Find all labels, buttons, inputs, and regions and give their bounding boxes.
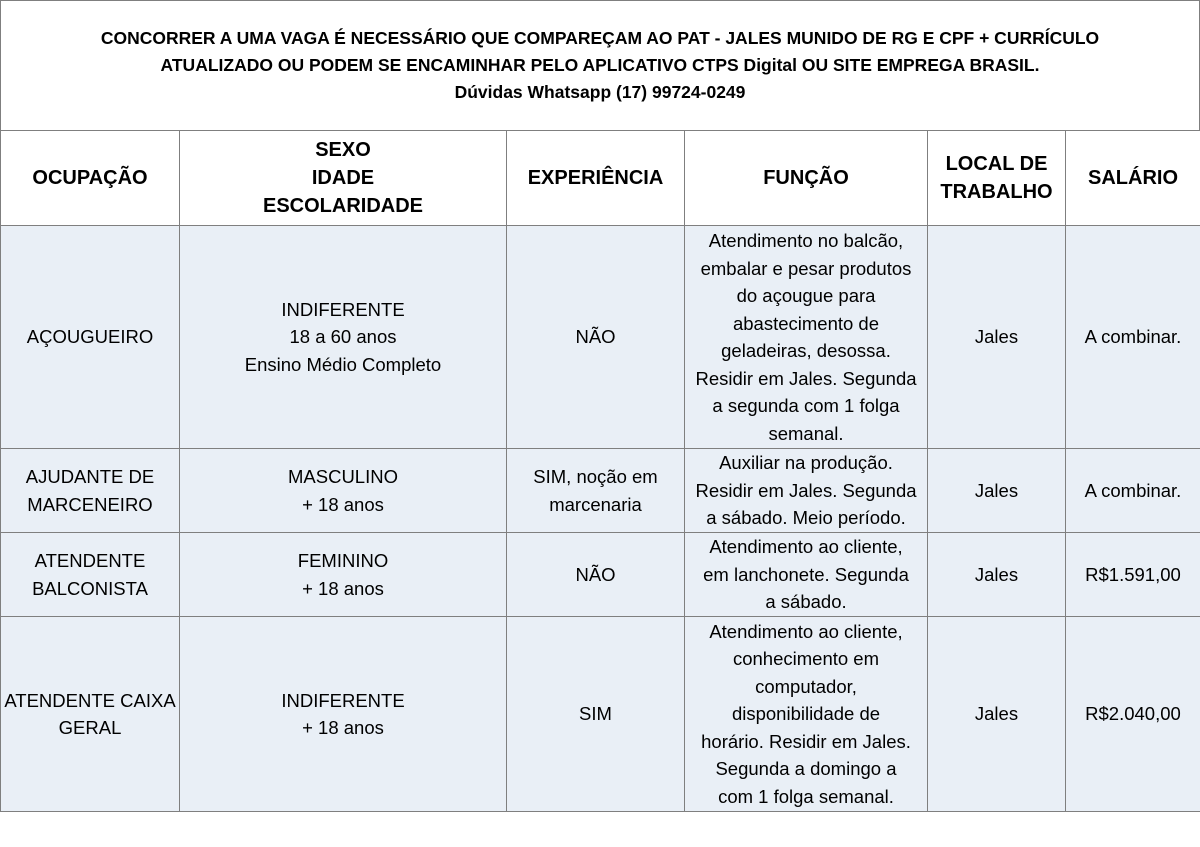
cell-funcao-line: disponibilidade de: [731, 703, 881, 725]
header-experiencia: EXPERIÊNCIA: [507, 131, 685, 226]
notice-line-2: ATUALIZADO OU PODEM SE ENCAMINHAR PELO APLICATIVO CTPS Digital OU SITE EMPREGA BRASIL.: [160, 55, 1040, 75]
table-row: [1, 533, 1200, 617]
cell-perfil-line: + 18 anos: [302, 577, 384, 599]
cell-funcao-line: abastecimento de: [732, 312, 880, 334]
cell-funcao-line: computador,: [755, 675, 857, 697]
cell-perfil-line: Ensino Médio Completo: [244, 353, 442, 375]
cell-experiencia-line: NÃO: [575, 563, 616, 585]
header-funcao: FUNÇÃO: [685, 131, 928, 226]
cell-salario: A combinar.: [1066, 449, 1200, 533]
cell-ocupacao-line: MARCENEIRO: [27, 493, 153, 515]
table-row: [1, 449, 1200, 533]
cell-funcao-line: horário. Residir em Jales.: [701, 730, 911, 752]
cell-funcao-line: Atendimento no balcão,: [708, 230, 904, 251]
cell-perfil-line: INDIFERENTE: [281, 689, 405, 711]
cell-perfil-line: + 18 anos: [302, 493, 384, 515]
cell-perfil: [180, 449, 507, 533]
table-row: [1, 617, 1200, 812]
cell-funcao-line: embalar e pesar produtos: [700, 257, 912, 279]
cell-funcao-line: a sábado. Meio período.: [706, 507, 906, 529]
cell-funcao-line: a segunda com 1 folga: [712, 395, 900, 416]
cell-perfil-line: FEMININO: [297, 550, 389, 571]
notice-line-1: CONCORRER A UMA VAGA É NECESSÁRIO QUE COMPAREÇAM AO PAT - JALES MUNIDO DE RG E CPF + CURRÍCULO: [100, 28, 1100, 48]
header-local-line-1: LOCAL DE: [945, 153, 1048, 175]
cell-experiencia-line: SIM, noção em: [533, 466, 658, 487]
cell-experiencia: [507, 617, 685, 812]
cell-experiencia: [507, 533, 685, 617]
header-sexo: SEXO: [315, 139, 371, 161]
cell-funcao-line: em lanchonete. Segunda: [703, 563, 909, 585]
cell-funcao-line: Residir em Jales. Segunda: [695, 367, 917, 389]
cell-perfil: [180, 226, 507, 449]
cell-ocupacao-line: BALCONISTA: [32, 577, 148, 599]
cell-perfil-line: INDIFERENTE: [281, 298, 405, 320]
cell-ocupacao-line: ATENDENTE: [34, 550, 146, 571]
cell-perfil-line: 18 a 60 anos: [289, 326, 397, 348]
jobs-table: [0, 130, 1200, 812]
cell-funcao-line: Segunda a domingo a: [715, 758, 897, 780]
cell-perfil-line: + 18 anos: [302, 717, 384, 738]
cell-funcao-line: conhecimento em: [732, 648, 880, 670]
notice-line-3: Dúvidas Whatsapp (17) 99724-0249: [454, 82, 746, 102]
cell-funcao-line: a sábado.: [765, 591, 847, 613]
cell-perfil-line: MASCULINO: [288, 466, 398, 487]
cell-experiencia-line: marcenaria: [549, 493, 642, 515]
cell-perfil: [180, 533, 507, 617]
cell-ocupacao-line: AÇOUGUEIRO: [26, 326, 154, 348]
cell-funcao-line: semanal.: [768, 422, 844, 444]
cell-local: Jales: [928, 533, 1066, 617]
table-header-row: [1, 131, 1200, 226]
cell-funcao-line: Auxiliar na produção.: [719, 452, 893, 474]
cell-funcao-line: com 1 folga semanal.: [718, 785, 894, 807]
cell-funcao-line: geladeiras, desossa.: [721, 340, 891, 361]
cell-ocupacao: [1, 449, 180, 533]
header-local-line-2: TRABALHO: [940, 181, 1053, 203]
table-row: [1, 226, 1200, 449]
cell-ocupacao-line: AJUDANTE DE: [25, 466, 155, 487]
cell-local: Jales: [928, 617, 1066, 812]
cell-funcao: [685, 533, 928, 617]
header-perfil: [180, 131, 507, 226]
header-local: [928, 131, 1066, 226]
cell-funcao: [685, 617, 928, 812]
cell-ocupacao: [1, 533, 180, 617]
cell-ocupacao: [1, 226, 180, 449]
notice-banner: [0, 0, 1200, 130]
cell-ocupacao: [1, 617, 180, 812]
cell-ocupacao-line: GERAL: [58, 717, 122, 738]
cell-funcao: [685, 449, 928, 533]
cell-salario: A combinar.: [1066, 226, 1200, 449]
cell-salario: R$1.591,00: [1066, 533, 1200, 617]
cell-local: Jales: [928, 449, 1066, 533]
cell-experiencia-line: SIM: [579, 703, 612, 725]
header-salario: SALÁRIO: [1066, 131, 1200, 226]
cell-experiencia: [507, 226, 685, 449]
cell-local: Jales: [928, 226, 1066, 449]
cell-ocupacao-line: ATENDENTE CAIXA: [4, 689, 176, 711]
cell-funcao-line: Atendimento ao cliente,: [709, 536, 903, 558]
cell-funcao-line: Residir em Jales. Segunda: [695, 479, 917, 501]
cell-perfil: [180, 617, 507, 812]
cell-experiencia-line: NÃO: [575, 326, 616, 348]
cell-funcao-line: Atendimento ao cliente,: [709, 620, 903, 642]
header-ocupacao: OCUPAÇÃO: [1, 131, 180, 226]
header-idade: IDADE: [311, 167, 375, 189]
cell-funcao: [685, 226, 928, 449]
cell-experiencia: [507, 449, 685, 533]
header-escolaridade: ESCOLARIDADE: [262, 195, 423, 217]
cell-funcao-line: do açougue para: [736, 285, 876, 306]
cell-salario: R$2.040,00: [1066, 617, 1200, 812]
